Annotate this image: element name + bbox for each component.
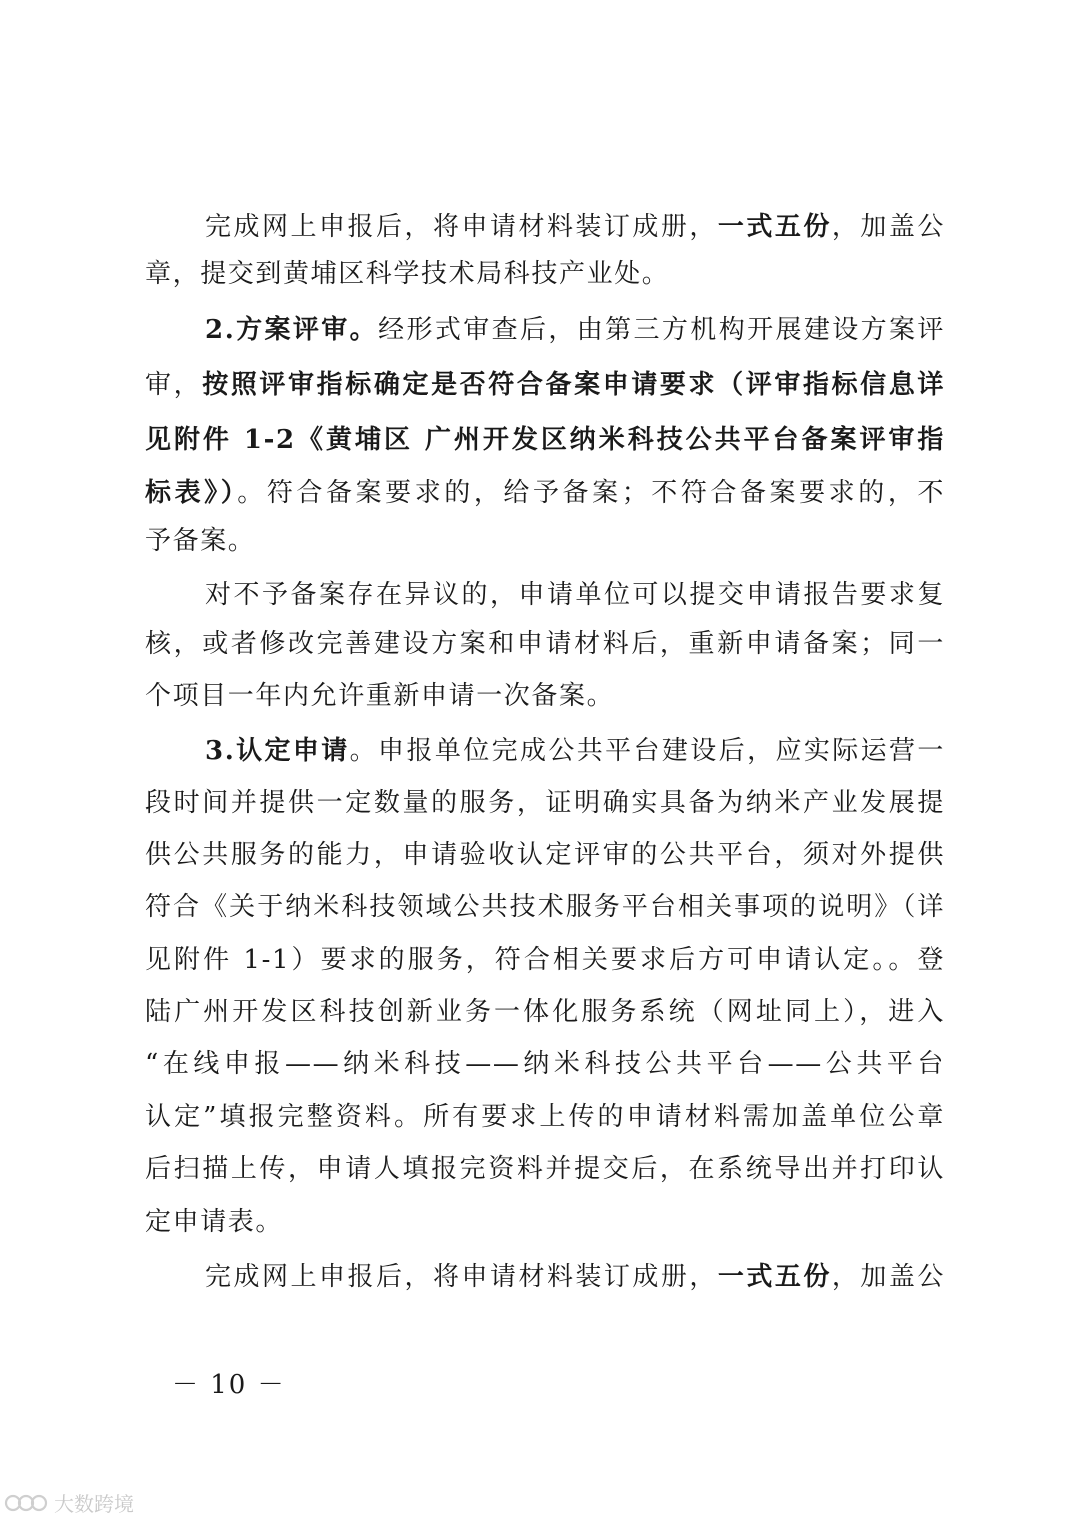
text-segment: 。申报单位完成公共平台建设后，应实际运营一 xyxy=(349,736,945,766)
text-line xyxy=(205,1260,945,1294)
bold-text: 见附件 1-2《黄埔区 广州开发区纳米科技公共平台备案评审指 xyxy=(145,425,945,455)
text-segment: 。符合备案要求的，给予备案；不符合备案要求的，不 xyxy=(237,478,945,508)
bold-text: 一式五份 xyxy=(717,1262,832,1292)
bold-text: 2.方案评审。 xyxy=(205,315,379,345)
logo-icon xyxy=(4,1491,48,1515)
text-segment: 章，提交到黄埔区科学技术局科技产业处。 xyxy=(145,259,670,289)
text-line xyxy=(145,1100,945,1134)
text-segment: ，加盖公 xyxy=(831,212,945,242)
watermark xyxy=(4,1488,134,1517)
text-segment: 对不予备案存在异议的，申请单位可以提交申请报告要求复 xyxy=(205,580,945,610)
text-segment: 段时间并提供一定数量的服务，证明确实具备为纳米产业发展提 xyxy=(145,788,945,818)
text-line xyxy=(145,1205,945,1239)
bold-text: 按照评审指标确定是否符合备案申请要求（评审指标信息详 xyxy=(202,370,945,400)
text-line xyxy=(145,257,945,291)
bold-text: 标表》） xyxy=(145,478,238,508)
text-line xyxy=(145,679,945,713)
text-line xyxy=(145,786,945,820)
text-line xyxy=(205,210,945,244)
text-line xyxy=(145,943,945,977)
text-line xyxy=(145,368,945,402)
text-segment: 供公共服务的能力，申请验收认定评审的公共平台，须对外提供 xyxy=(145,840,945,870)
text-line xyxy=(145,995,945,1029)
text-line xyxy=(205,578,945,612)
bold-text: 一式五份 xyxy=(717,212,832,242)
text-segment: 核，或者修改完善建设方案和申请材料后，重新申请备案；同一 xyxy=(145,629,945,659)
text-line xyxy=(145,1047,945,1081)
text-segment: 完成网上申报后，将申请材料装订成册， xyxy=(205,1262,718,1292)
text-segment: 陆广州开发区科技创新业务一体化服务系统（网址同上），进入 xyxy=(145,997,945,1027)
text-segment: 经形式审查后，由第三方机构开展建设方案评 xyxy=(378,315,945,345)
bold-text: 3.认定申请 xyxy=(205,736,350,766)
text-line xyxy=(145,476,945,510)
page-number: － 10 － xyxy=(172,1370,286,1400)
text-segment: 符合《关于纳米科技领域公共技术服务平台相关事项的说明》（详 xyxy=(145,892,945,922)
text-line xyxy=(145,1152,945,1186)
text-line xyxy=(145,524,945,558)
text-segment: 完成网上申报后，将申请材料装订成册， xyxy=(205,212,718,242)
text-segment: “在线申报——纳米科技——纳米科技公共平台——公共平台 xyxy=(145,1049,945,1079)
text-line xyxy=(145,838,945,872)
text-segment: ，加盖公 xyxy=(831,1262,945,1292)
text-line xyxy=(205,734,945,768)
text-segment: 个项目一年内允许重新申请一次备案。 xyxy=(145,681,615,711)
text-segment: 定申请表。 xyxy=(145,1207,284,1237)
text-segment: 见附件 1-1）要求的服务，符合相关要求后方可申请认定。。登 xyxy=(145,945,945,975)
text-segment: 审， xyxy=(145,370,203,400)
watermark-text: 大数跨境 xyxy=(54,1492,134,1516)
text-line xyxy=(145,423,945,457)
text-line xyxy=(145,890,945,924)
text-line xyxy=(145,627,945,661)
text-segment: 认定”填报完整资料。所有要求上传的申请材料需加盖单位公章 xyxy=(145,1102,945,1132)
text-segment: 予备案。 xyxy=(145,526,256,556)
text-line xyxy=(205,313,945,347)
text-segment: 后扫描上传，申请人填报完资料并提交后，在系统导出并打印认 xyxy=(145,1154,945,1184)
